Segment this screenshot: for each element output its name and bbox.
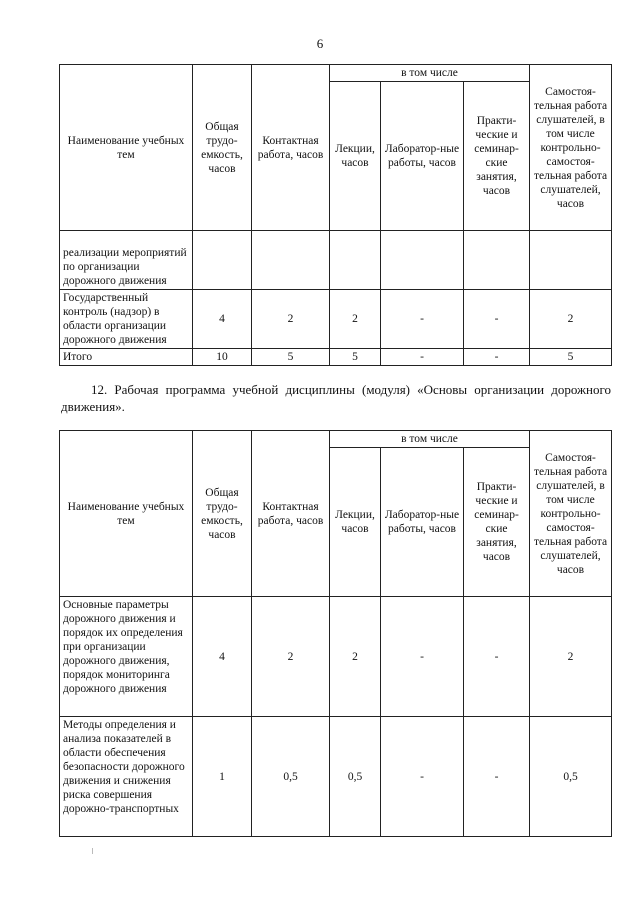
- row-lab: -: [381, 290, 464, 349]
- row-total: 1: [193, 717, 252, 837]
- header-self-study: Самостоя-тельная работа слушателей, в том числе контрольно-самостоя-тельная работа слушателей, часов: [530, 431, 612, 597]
- row-contact: [252, 231, 330, 290]
- row-total: [193, 231, 252, 290]
- row-topic: Государственный контроль (надзор) в области организации дорожного движения: [60, 290, 193, 349]
- header-including: в том числе: [330, 431, 530, 448]
- header-self-study: Самостоя-тельная работа слушателей, в том числе контрольно-самостоя-тельная работа слушателей, часов: [530, 65, 612, 231]
- table-row: [60, 290, 612, 349]
- study-plan-table-2: [59, 430, 612, 837]
- header-lectures: Лекции, часов: [330, 448, 381, 597]
- header-total-hours: Общая трудо-емкость, часов: [193, 65, 252, 231]
- row-total: 4: [193, 597, 252, 717]
- table-row: [60, 597, 612, 717]
- row-lab: -: [381, 597, 464, 717]
- row-lab: -: [381, 717, 464, 837]
- header-total-hours: Общая трудо-емкость, часов: [193, 431, 252, 597]
- header-practice: Практи-ческие и семинар-ские занятия, часов: [464, 448, 530, 597]
- header-including: в том числе: [330, 65, 530, 82]
- header-contact-hours: Контактная работа, часов: [252, 65, 330, 231]
- row-lectures: [330, 231, 381, 290]
- row-lectures: 0,5: [330, 717, 381, 837]
- row-contact: 5: [252, 349, 330, 366]
- row-lectures: 5: [330, 349, 381, 366]
- row-self: [530, 231, 612, 290]
- row-total: 4: [193, 290, 252, 349]
- row-contact: 2: [252, 290, 330, 349]
- header-lab: Лаборатор-ные работы, часов: [381, 448, 464, 597]
- row-practice: [464, 231, 530, 290]
- row-self: 0,5: [530, 717, 612, 837]
- row-total: 10: [193, 349, 252, 366]
- row-self: 5: [530, 349, 612, 366]
- row-contact: 0,5: [252, 717, 330, 837]
- table-row: [60, 231, 612, 290]
- row-topic: реализации мероприятий по организации дорожного движения: [60, 231, 193, 290]
- header-contact-hours: Контактная работа, часов: [252, 431, 330, 597]
- row-lectures: 2: [330, 597, 381, 717]
- row-contact: 2: [252, 597, 330, 717]
- row-practice: -: [464, 597, 530, 717]
- header-lectures: Лекции, часов: [330, 82, 381, 231]
- study-plan-table-1: [59, 64, 612, 366]
- header-practice: Практи-ческие и семинар-ские занятия, часов: [464, 82, 530, 231]
- section-title: 12. Рабочая программа учебной дисциплины (модуля) «Основы организации дорожного движения».: [61, 382, 611, 414]
- header-topic: Наименование учебных тем: [60, 431, 193, 597]
- header-topic: Наименование учебных тем: [60, 65, 193, 231]
- row-practice: -: [464, 349, 530, 366]
- row-lab: [381, 231, 464, 290]
- row-lectures: 2: [330, 290, 381, 349]
- table-row: [60, 717, 612, 837]
- row-topic: Итого: [60, 349, 193, 366]
- row-practice: -: [464, 290, 530, 349]
- row-topic: Методы определения и анализа показателей в области обеспечения безопасности дорожного движения и снижения риска совершения дорожно-транспортных: [60, 717, 193, 837]
- row-self: 2: [530, 290, 612, 349]
- page-number: 6: [316, 36, 324, 51]
- row-self: 2: [530, 597, 612, 717]
- row-practice: -: [464, 717, 530, 837]
- scan-mark: [92, 848, 93, 854]
- header-lab: Лаборатор-ные работы, часов: [381, 82, 464, 231]
- row-lab: -: [381, 349, 464, 366]
- total-row: [60, 349, 612, 366]
- row-topic: Основные параметры дорожного движения и порядок их определения при организации дорожного движения, порядок мониторинга дорожного движения: [60, 597, 193, 717]
